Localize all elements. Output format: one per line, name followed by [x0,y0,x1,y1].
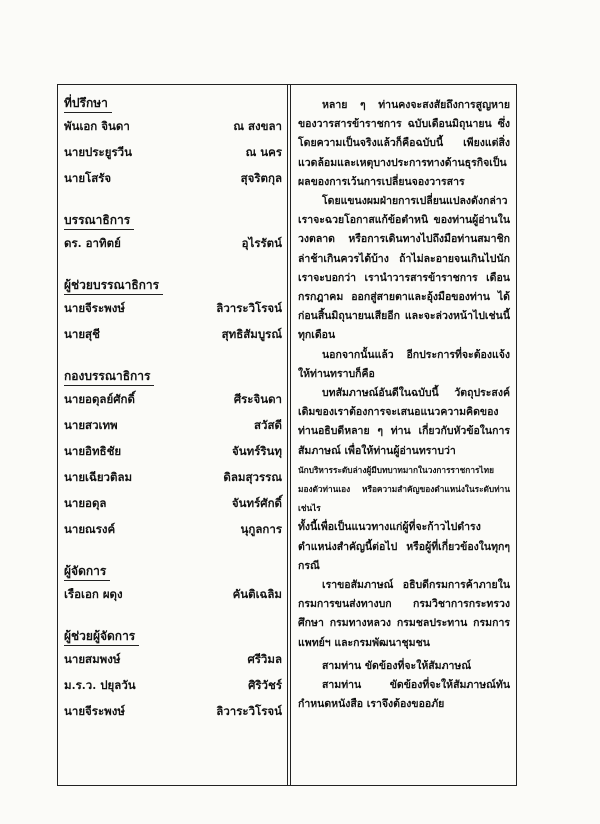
section-gap [64,347,282,365]
staff-row [64,464,282,490]
staff-name: นายอดุล [64,496,107,510]
staff-name: นายโสรัจ [64,171,112,185]
staff-surname: ณ สงขลา [233,119,282,133]
section-header: บรรณาธิการ [64,212,134,230]
staff-list [64,92,282,724]
editorial-article [298,96,510,715]
section-header: ผู้ช่วยผู้จัดการ [64,628,139,646]
staff-name: นายเฉียวติลม [64,470,133,484]
staff-name: นายจีระพงษ์ [64,704,125,718]
staff-row [64,646,282,672]
article-paragraph: สามท่าน ขัดข้องที่จะให้สัมภาษณ์ทันกำหนดหนังสือ เราจึงต้องขออภัย [298,679,510,711]
staff-row [64,516,282,542]
staff-row [64,672,282,698]
staff-name: นายณรงค์ [64,522,116,536]
staff-name: นายสมพงษ์ [64,652,121,666]
article-paragraph: สามท่าน ขัดข้องที่จะให้สัมภาษณ์ [322,659,472,672]
article-paragraph: นอกจากนั้นแล้ว อีกประการที่จะต้องแจ้งให้ท่านทราบก็คือ [298,348,510,380]
staff-name: นายสวเทพ [64,418,118,432]
staff-row [64,698,282,724]
staff-surname: ลิวาระวิโรจน์ [216,704,282,718]
staff-surname: นุกูลการ [240,522,282,536]
section-gap [64,191,282,209]
staff-surname: คันติเฉลิม [232,587,282,601]
staff-row [64,581,282,607]
staff-name: นายประยูรวีน [64,145,132,159]
article-paragraph: ทั้งนี้เพื่อเป็นแนวทางแก่ผู้ที่จะก้าวไปดำรงตำแหน่งสำคัญนี้ต่อไป หรือผู้ที่เกี่ยวข้องในทุกๆกรณี [298,521,510,572]
staff-name: นายอิทธิชัย [64,444,122,458]
staff-name: พันเอก จินดา [64,119,130,133]
staff-surname: ศรีวิมล [247,652,282,666]
staff-name: ดร. อาทิตย์ [64,236,121,250]
article-paragraph: เราขอสัมภาษณ์ อธิบดีกรมการค้าภายใน กรมการขนส่งทางบก กรมวิชาการกระทรวงศึกษา กรมทางหลวง กรมชลประทาน กรมการแพทย์ฯ และกรมพัฒนาชุมชน [298,579,510,649]
section-gap [64,542,282,560]
staff-surname: สุทธิสัมบูรณ์ [221,327,282,341]
staff-surname: ลิวาระวิโรจน์ [216,301,282,315]
staff-name: นายสุชี [64,327,100,341]
staff-surname: จันทร์รินทุ [232,444,282,458]
article-paragraph: โดยแขนงผมฝ่ายการเปลี่ยนแปลงดังกล่าว เราจะฉวยโอกาสแก้ข้อตำหนิ ของท่านผู้อ่านในวงตลาด หรือการเดินทางไปถึงมือท่านสมาชิกล่าช้าเกินควรได้บ้าง ถ้าไม่ละอายจนเกินไปนักเราจะบอกว่า เรานำวารสารข้าราชการ เดือนกรกฎาคม ออกสู่สายตาและอุ้งมือของท่าน ได้ก่อนสิ้นมิถุนายนเสียอีก และจะล่วงหน้าไปเช่นนี้ทุกเดือน [298,195,510,342]
column-divider [287,84,291,786]
staff-name: นายจีระพงษ์ [64,301,125,315]
staff-surname: สุจริตกุล [240,171,282,185]
article-paragraph: บทสัมภาษณ์อันดีในฉบับนี้ วัตถุประสงค์เดิมของเราต้องการจะเสนอแนวความคิดของท่านอธิบดีหลาย ๆ ท่าน เกี่ยวกับหัวข้อในการสัมภาษณ์ เพื่อให้ท่านผู้อ่านทราบว่า [298,387,510,457]
staff-row [64,321,282,347]
staff-surname: ศีระจินดา [233,392,282,406]
staff-row [64,490,282,516]
article-paragraph: หลาย ๆ ท่านคงจะสงสัยถึงการสูญหายของวารสารข้าราชการ ฉบับเดือนมิถุนายน ซึ่งโดยความเป็นจริงแล้วก็คือฉบับนี้ เพียงแต่สิ่งแวดล้อมและเหตุบางประการทางด้านธุรกิจเป็นผลของการเว้นการเปลี่ยนจองวารสาร [298,99,510,188]
staff-name: เรือเอก ผดุง [64,587,123,601]
section-header: ผู้ช่วยบรรณาธิการ [64,277,163,295]
staff-surname: ดิลมสุวรรณ [223,470,282,484]
section-header: ที่ปรึกษา [64,95,112,113]
staff-surname: ศิริวัชร์ [248,678,282,692]
staff-row [64,230,282,256]
staff-surname: ณ นคร [245,145,282,159]
staff-surname: จันทร์ศักดิ์ [231,496,282,510]
staff-surname: สวัสดี [254,418,282,432]
staff-surname: อุไรรัตน์ [241,236,282,250]
staff-row [64,438,282,464]
staff-name: นายอดุลย์ศักดิ์ [64,392,135,406]
section-header: กองบรรณาธิการ [64,368,154,386]
staff-row [64,165,282,191]
article-paragraph: นักบริหารระดับล่างผู้มีบทบาทมากในวงการราชการไทย มองตัวท่านเอง หรือความสำคัญของตำแหน่งในระดับท่านเช่นไร [298,464,510,514]
staff-row [64,139,282,165]
staff-row [64,386,282,412]
staff-row [64,295,282,321]
staff-name: ม.ร.ว. ปยุลวัน [64,678,136,692]
section-gap [64,256,282,274]
section-gap [64,607,282,625]
staff-row [64,113,282,139]
section-header: ผู้จัดการ [64,563,110,581]
staff-row [64,412,282,438]
